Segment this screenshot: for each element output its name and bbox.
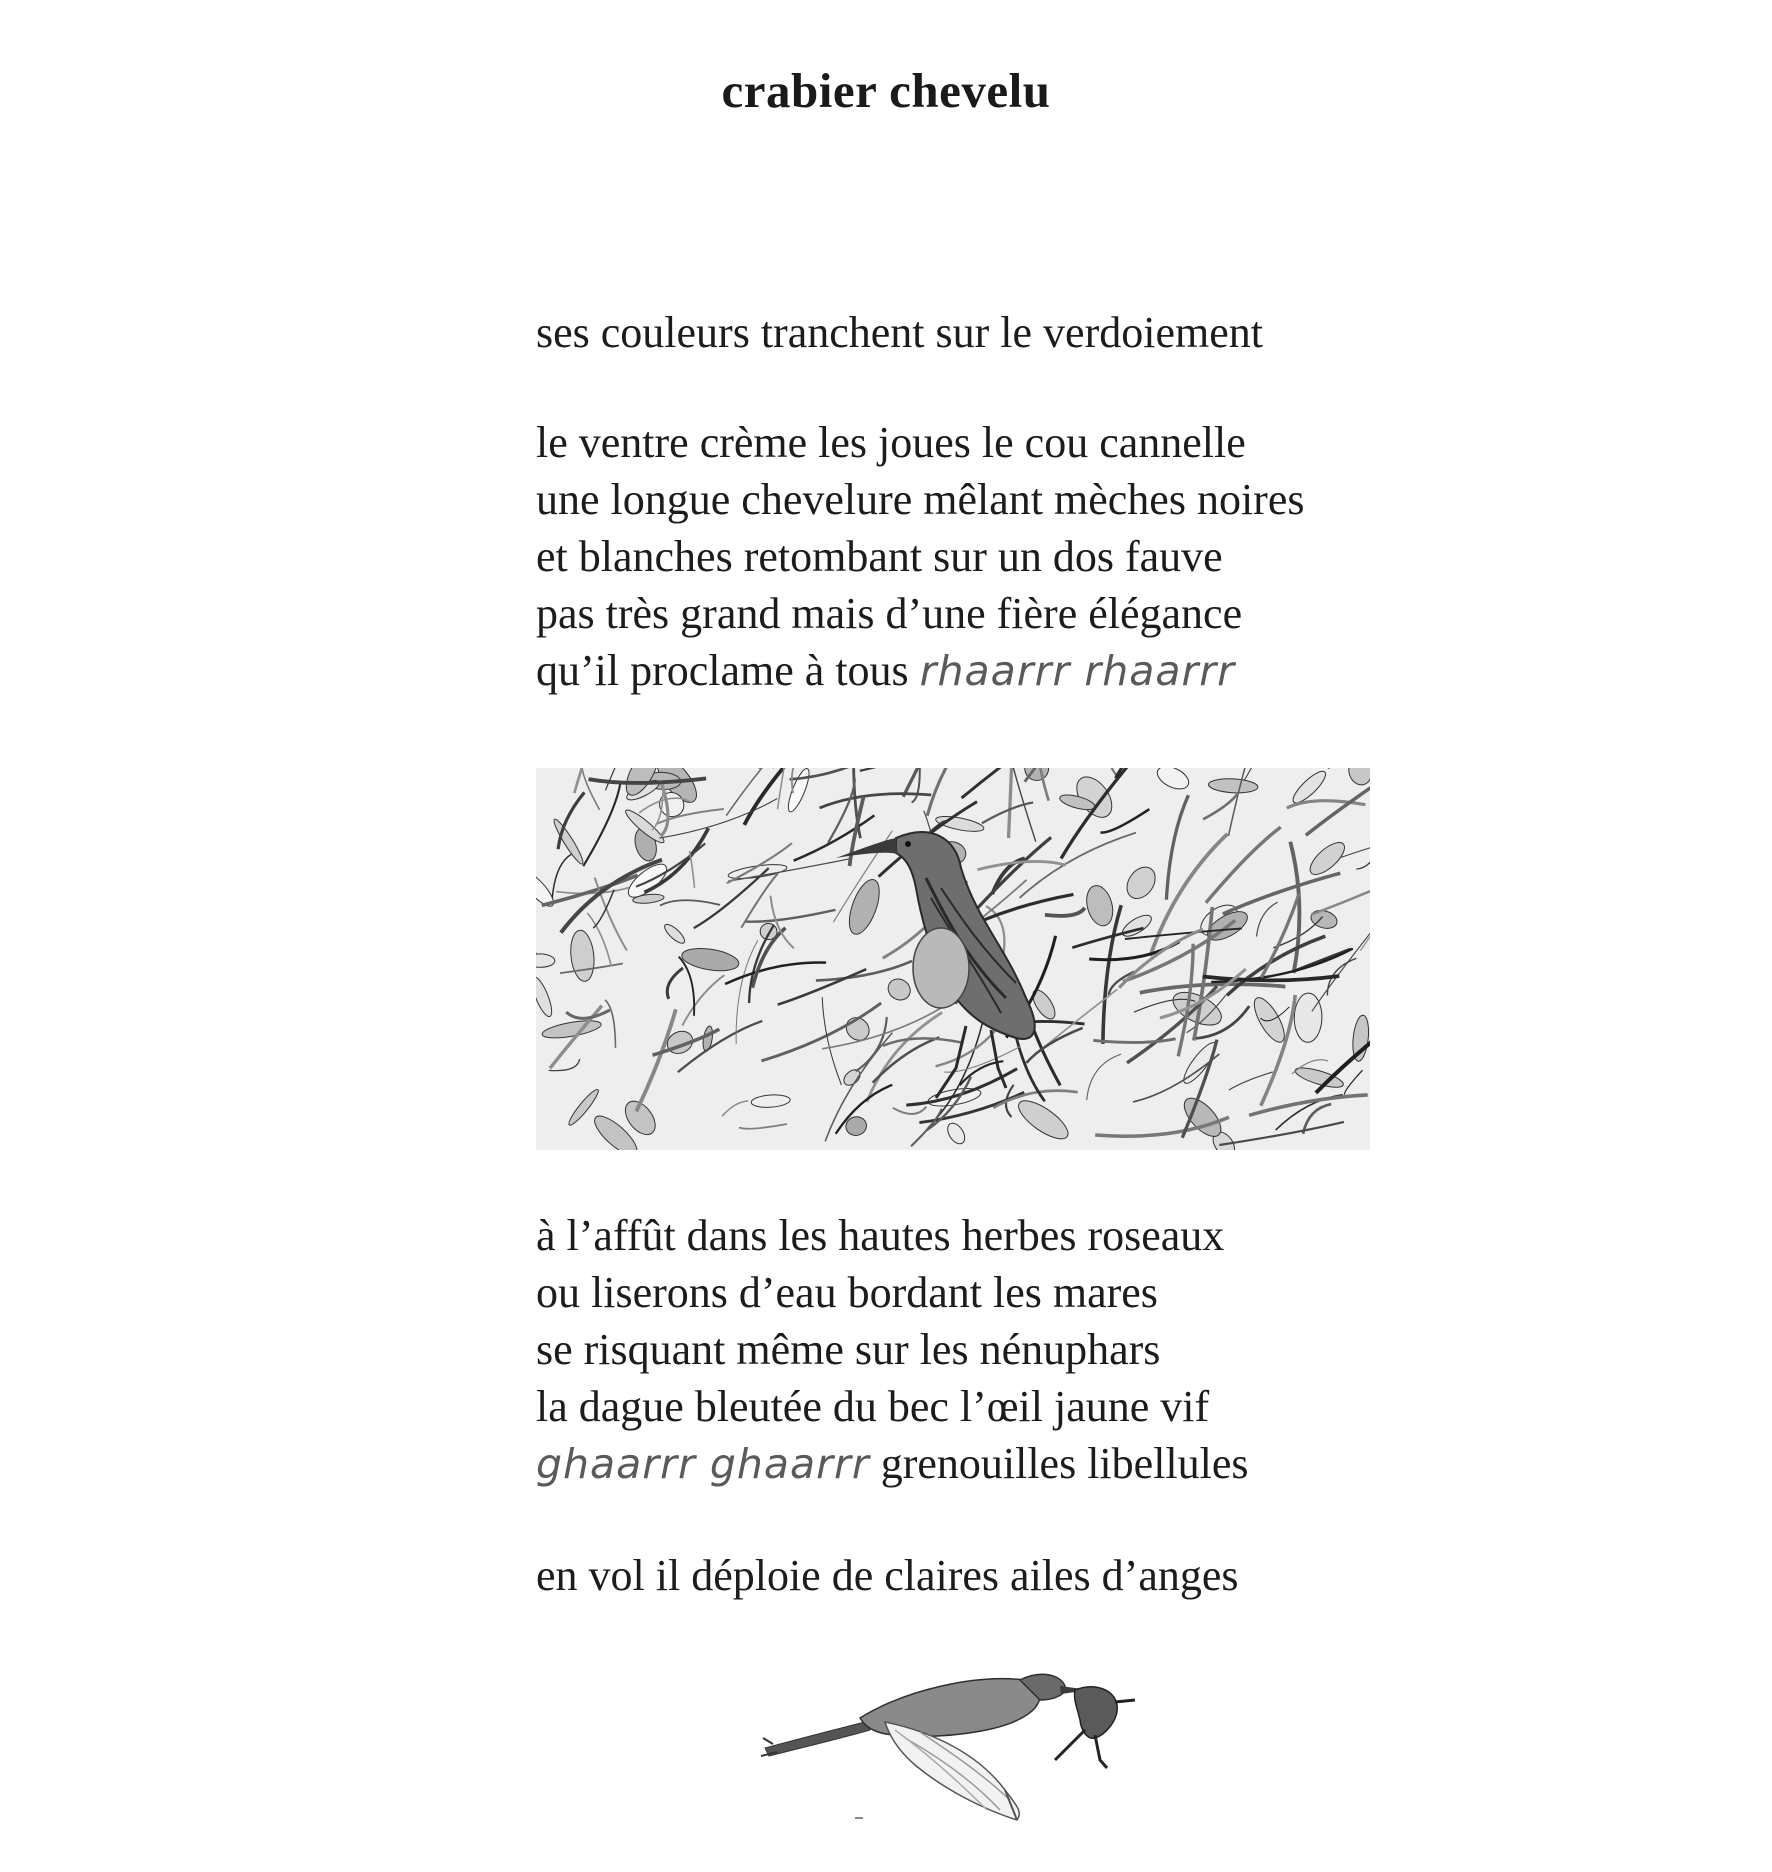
heron-in-flight-with-frog bbox=[755, 1660, 1140, 1825]
leaf bbox=[1294, 993, 1322, 1043]
poem-line-with-cry bbox=[536, 1435, 1249, 1493]
heron-flight-graphic bbox=[755, 1660, 1140, 1825]
heron-in-grass-photo bbox=[536, 768, 1370, 1150]
poem-line-with-cry bbox=[536, 642, 1235, 700]
bird-cry: rhaarrr rhaarrr bbox=[919, 647, 1236, 695]
poem-line: une longue chevelure mêlant mèches noires bbox=[536, 475, 1305, 524]
poem-line: pas très grand mais d’une fière élégance bbox=[536, 589, 1243, 638]
bird-cry: ghaarrr ghaarrr bbox=[536, 1440, 870, 1488]
poem-line: le ventre crème les joues le cou cannelle bbox=[536, 418, 1246, 467]
poem-line: à l’affût dans les hautes herbes roseaux bbox=[536, 1211, 1225, 1260]
poem-line: ou liserons d’eau bordant les mares bbox=[536, 1268, 1158, 1317]
poem-line: la dague bleutée du bec l’œil jaune vif bbox=[536, 1382, 1210, 1431]
poem-line: en vol il déploie de claires ailes d’anges bbox=[536, 1551, 1239, 1600]
poem-line: et blanches retombant sur un dos fauve bbox=[536, 532, 1223, 581]
poem-title: crabier chevelu bbox=[721, 63, 1051, 118]
poem-text: grenouilles libellules bbox=[869, 1439, 1249, 1488]
poem-line: se risquant même sur les nénuphars bbox=[536, 1325, 1161, 1374]
heron-photo-graphic bbox=[536, 768, 1370, 1150]
poem-line: ses couleurs tranchent sur le verdoiement bbox=[536, 308, 1263, 357]
poem-text: qu’il proclame à tous bbox=[536, 646, 920, 695]
